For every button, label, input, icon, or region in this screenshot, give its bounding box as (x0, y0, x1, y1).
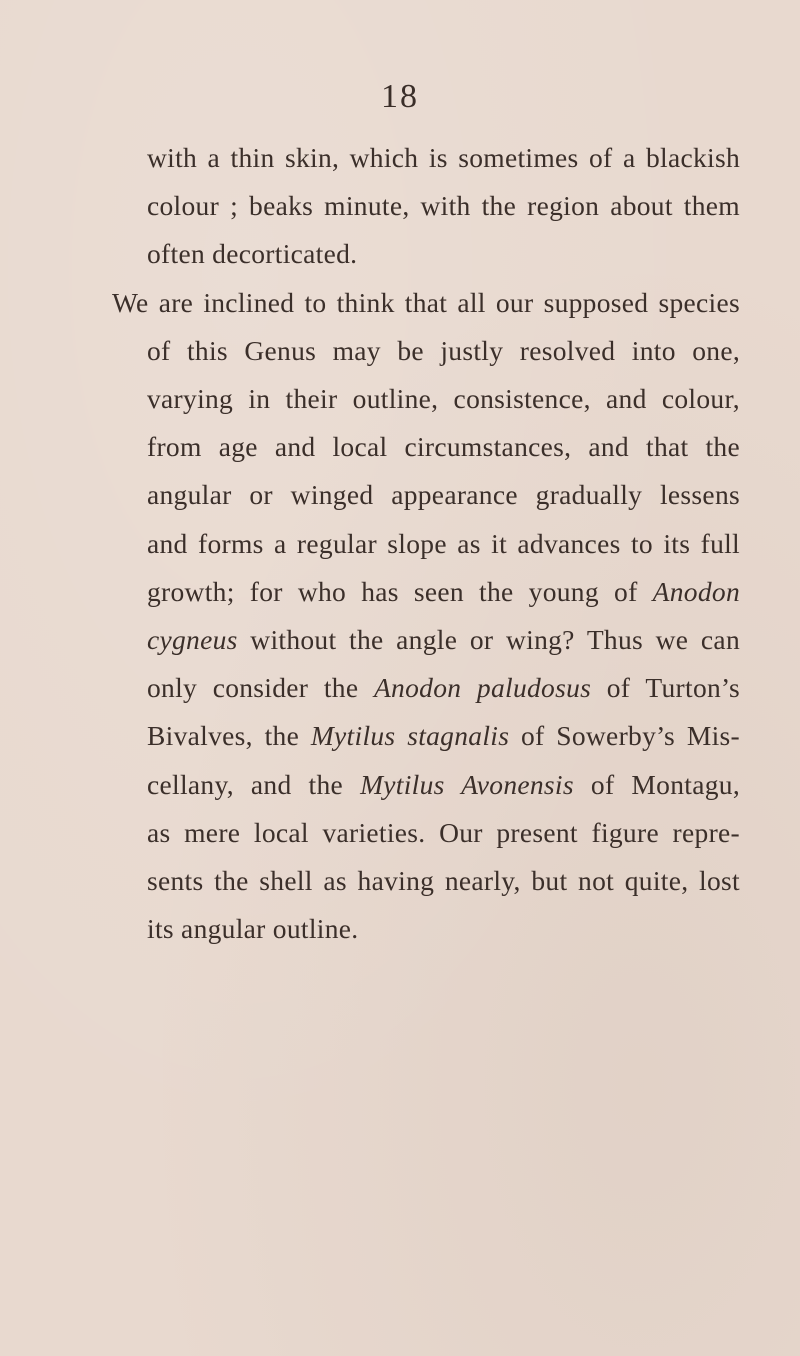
text-line: and forms a regular slope as it advances to its full (147, 527, 740, 559)
text-line: We are inclined to think that all our supposed species (112, 286, 740, 318)
text-line: growth; for who has seen the young of Anodon (147, 575, 740, 607)
species-name: cygneus (147, 624, 238, 656)
species-name: Mytilus Avonensis (360, 768, 574, 800)
text-line: only consider the Anodon paludosus of Turton’s (147, 672, 740, 704)
text-line: cellany, and the Mytilus Avonensis of Montagu, (147, 768, 741, 800)
text-line: sents the shell as having nearly, but not quite, lost (147, 865, 740, 897)
text-line: as mere local varieties. Our present figure repre- (147, 816, 740, 848)
species-name: Anodon paludosus (373, 672, 592, 704)
text-line: Bivalves, the Mytilus stagnalis of Sowerby’s Mis- (147, 720, 740, 752)
text-line: often decorticated. (147, 238, 358, 270)
text-line: angular or winged appearance gradually lessens (147, 479, 740, 511)
species-name: Anodon (652, 575, 740, 607)
page-number: 18 (381, 78, 419, 115)
species-name: Mytilus stagnalis (310, 720, 510, 752)
text-line: from age and local circumstances, and that the (147, 431, 740, 463)
text-line: cygneus without the angle or wing? Thus we can (147, 624, 740, 656)
text-line: its angular outline. (147, 913, 359, 945)
text-line: with a thin skin, which is sometimes of a blackish (147, 142, 740, 173)
text-line: varying in their outline, consistence, and colour, (147, 383, 740, 415)
body-text (112, 134, 741, 953)
text-line: colour ; beaks minute, with the region about them (147, 190, 740, 222)
text-line: of this Genus may be justly resolved into one, (147, 334, 740, 366)
